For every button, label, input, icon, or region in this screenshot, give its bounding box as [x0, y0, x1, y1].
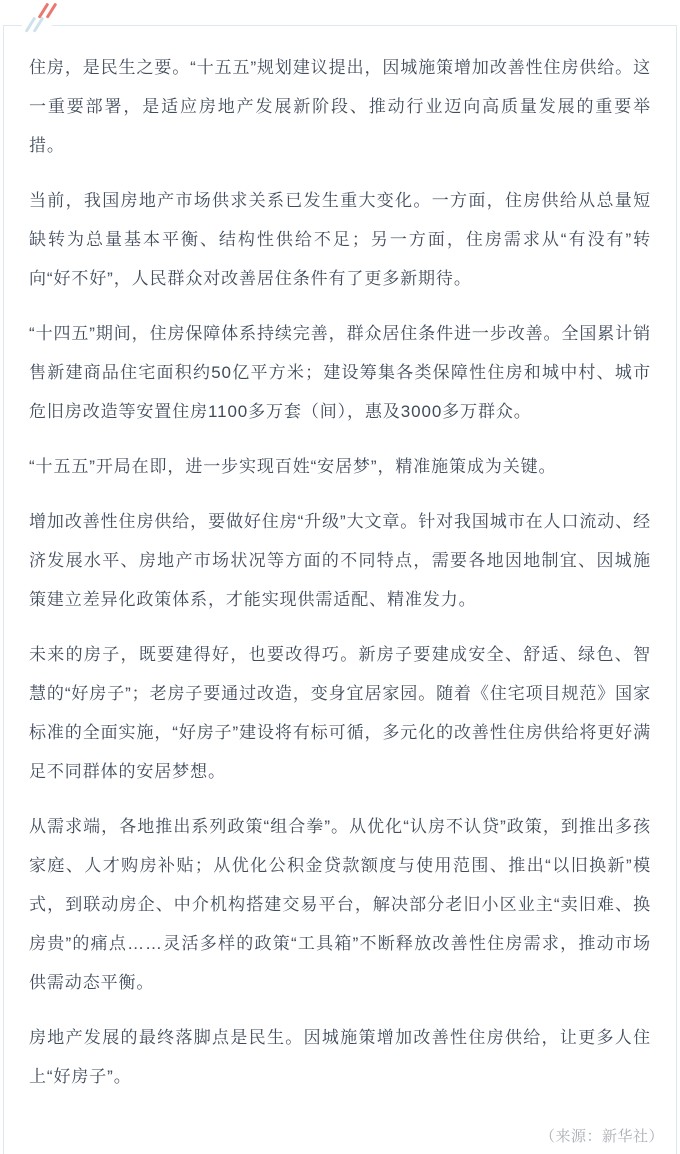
paragraph: 当前，我国房地产市场供求关系已发生重大变化。一方面，住房供给从总量短缺转为总量基本平衡、结构性供给不足；另一方面，住房需求从“有没有”转向“好不好”，人民群众对改善居住条件有了更多新期待。 — [29, 191, 651, 288]
paragraph: 未来的房子，既要建得好，也要改得巧。新房子要建成安全、舒适、绿色、智慧的“好房子”；老房子要通过改造，变身宜居家园。随着《住宅项目规范》国家标准的全面实施，“好房子”建设将有标可循，多元化的改善性住房供给将更好满足不同群体的安居梦想。 — [29, 645, 651, 781]
article-body — [29, 48, 651, 1096]
paragraph: “十四五”期间，住房保障体系持续完善，群众居住条件进一步改善。全国累计销售新建商品住宅面积约50亿平方米；建设筹集各类保障性住房和城中村、城市危旧房改造等安置住房1100多万套（间），惠及3000多万群众。 — [29, 324, 651, 421]
paragraph: 增加改善性住房供给，要做好住房“升级”大文章。针对我国城市在人口流动、经济发展水平、房地产市场状况等方面的不同特点，需要各地因地制宜、因城施策建立差异化政策体系，才能实现供需适配、精准发力。 — [29, 512, 651, 609]
paragraph: 从需求端，各地推出系列政策“组合拳”。从优化“认房不认贷”政策，到推出多孩家庭、人才购房补贴；从优化公积金贷款额度与使用范围、推出“以旧换新”模式，到联动房企、中介机构搭建交易平台，解决部分老旧小区业主“卖旧难、换房贵”的痛点……灵活多样的政策“工具箱”不断释放改善性住房需求，推动市场供需动态平衡。 — [29, 817, 651, 992]
article-content-box — [3, 25, 677, 1154]
paragraph: 房地产发展的最终落脚点是民生。因城施策增加改善性住房供给，让更多人住上“好房子”。 — [29, 1028, 651, 1086]
paragraph: “十五五”开局在即，进一步实现百姓“安居梦”，精准施策成为关键。 — [29, 457, 557, 476]
source-attribution: （来源：新华社） — [539, 1128, 664, 1145]
paragraph: 住房，是民生之要。“十五五”规划建议提出，因城施策增加改善性住房供给。这一重要部署，是适应房地产发展新阶段、推动行业迈向高质量发展的重要举措。 — [29, 58, 651, 155]
